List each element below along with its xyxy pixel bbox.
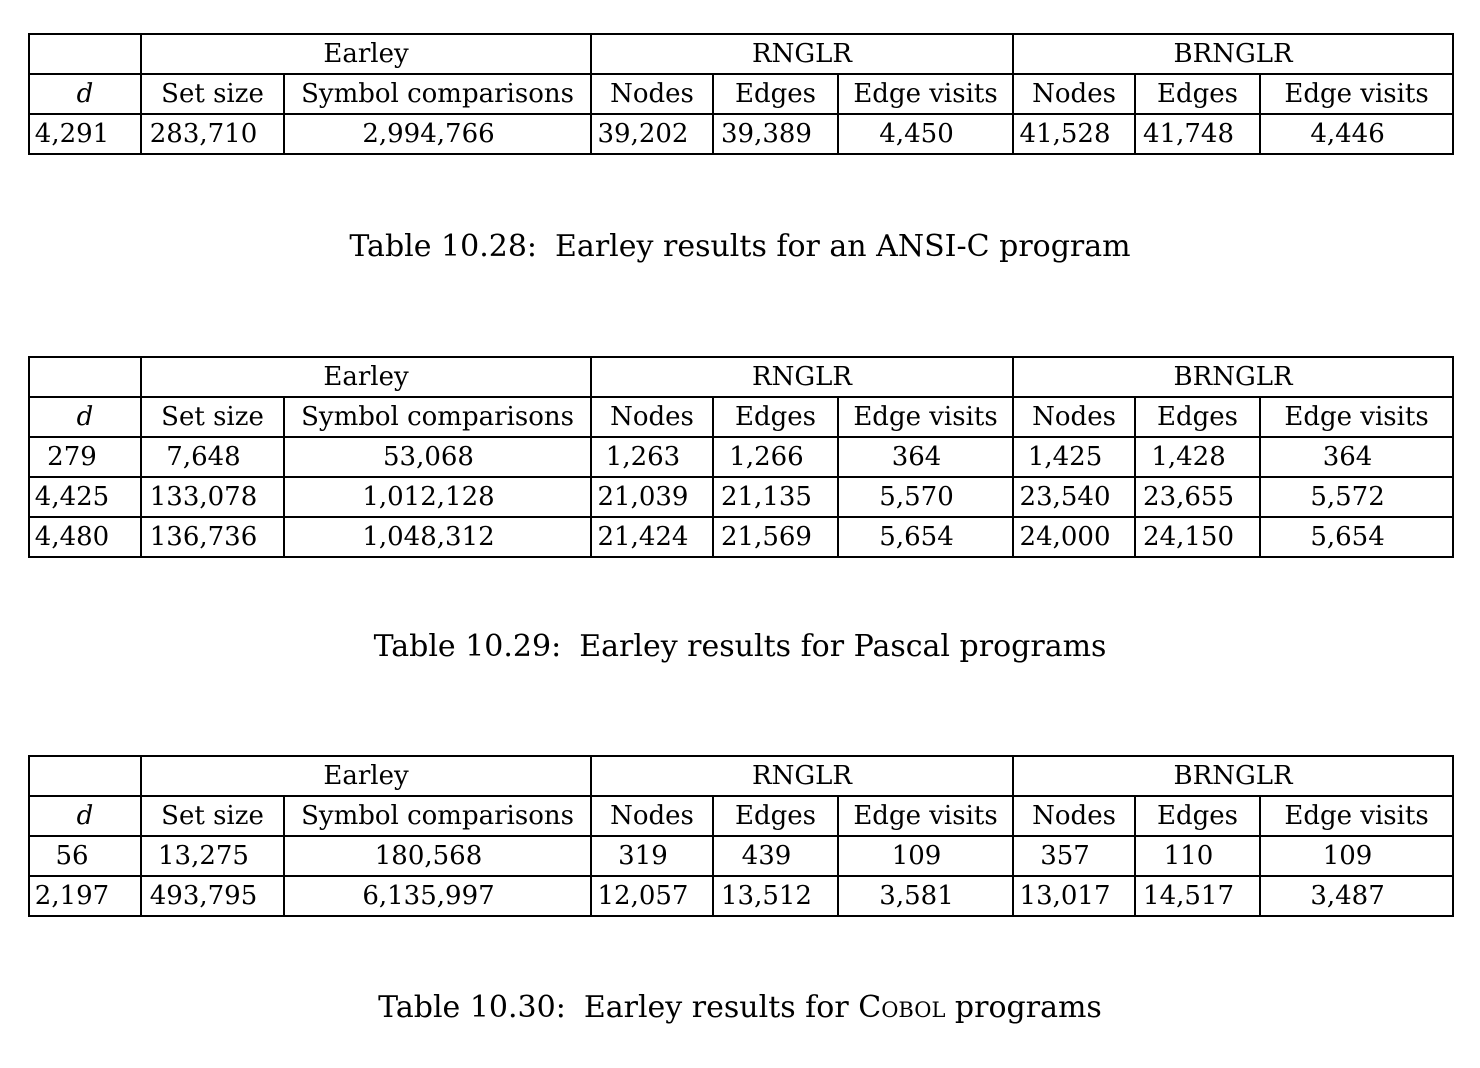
cell-d: 56	[29, 836, 141, 876]
column-header-set-size: Set size	[141, 74, 284, 114]
cell-rnglr-nodes: 21,424	[591, 517, 713, 557]
cell-rnglr-edge-visits: 364	[838, 437, 1013, 477]
cell-brnglr-nodes: 13,017	[1013, 876, 1135, 916]
cell-rnglr-edge-visits: 5,570	[838, 477, 1013, 517]
column-header-nodes: Nodes	[591, 74, 713, 114]
cell-brnglr-edge-visits: 109	[1260, 836, 1453, 876]
group-header-brnglr: BRNGLR	[1013, 34, 1453, 74]
caption-label: Table 10.28:	[349, 229, 538, 264]
cell-rnglr-nodes: 21,039	[591, 477, 713, 517]
column-header-nodes: Nodes	[1013, 796, 1135, 836]
cell-symbol-comparisons: 1,048,312	[284, 517, 591, 557]
table-row	[29, 437, 1453, 477]
cell-set-size: 136,736	[141, 517, 284, 557]
table-pascal	[28, 356, 1452, 558]
cell-brnglr-edges: 24,150	[1135, 517, 1260, 557]
cell-brnglr-nodes: 41,528	[1013, 114, 1135, 154]
corner-cell	[29, 34, 141, 74]
group-header-row	[29, 357, 1453, 397]
column-header-edge-visits: Edge visits	[838, 796, 1013, 836]
cell-d: 4,425	[29, 477, 141, 517]
column-header-edge-visits: Edge visits	[838, 397, 1013, 437]
cell-symbol-comparisons: 1,012,128	[284, 477, 591, 517]
column-header-edge-visits: Edge visits	[838, 74, 1013, 114]
column-header-d: d	[29, 796, 141, 836]
cell-rnglr-edge-visits: 109	[838, 836, 1013, 876]
table-row	[29, 876, 1453, 916]
cell-d: 2,197	[29, 876, 141, 916]
table-ansi-c	[28, 33, 1452, 155]
caption-label: Table 10.30:	[378, 990, 566, 1025]
cell-brnglr-edge-visits: 364	[1260, 437, 1453, 477]
column-header-nodes: Nodes	[591, 397, 713, 437]
caption-text-after: programs	[945, 990, 1102, 1025]
column-header-edges: Edges	[1135, 397, 1260, 437]
column-header-row	[29, 796, 1453, 836]
caption-smallcaps: Cobol	[858, 990, 946, 1025]
cell-symbol-comparisons: 180,568	[284, 836, 591, 876]
column-header-symbol-comparisons: Symbol comparisons	[284, 397, 591, 437]
cell-rnglr-edges: 1,266	[713, 437, 838, 477]
cell-brnglr-edge-visits: 5,654	[1260, 517, 1453, 557]
group-header-brnglr: BRNGLR	[1013, 357, 1453, 397]
group-header-earley: Earley	[141, 756, 591, 796]
group-header-brnglr: BRNGLR	[1013, 756, 1453, 796]
cell-rnglr-nodes: 12,057	[591, 876, 713, 916]
cell-brnglr-edges: 110	[1135, 836, 1260, 876]
cell-rnglr-edges: 13,512	[713, 876, 838, 916]
cell-symbol-comparisons: 6,135,997	[284, 876, 591, 916]
caption-label: Table 10.29:	[373, 629, 562, 664]
caption-text: Earley results for an ANSI-C program	[555, 229, 1131, 264]
column-header-symbol-comparisons: Symbol comparisons	[284, 74, 591, 114]
cell-d: 4,480	[29, 517, 141, 557]
column-header-nodes: Nodes	[1013, 397, 1135, 437]
column-header-edges: Edges	[1135, 796, 1260, 836]
cell-brnglr-nodes: 357	[1013, 836, 1135, 876]
cell-rnglr-nodes: 1,263	[591, 437, 713, 477]
table-row	[29, 517, 1453, 557]
corner-cell	[29, 357, 141, 397]
cell-brnglr-edges: 1,428	[1135, 437, 1260, 477]
cell-brnglr-edges: 41,748	[1135, 114, 1260, 154]
cell-brnglr-nodes: 23,540	[1013, 477, 1135, 517]
cell-brnglr-nodes: 1,425	[1013, 437, 1135, 477]
cell-brnglr-edge-visits: 4,446	[1260, 114, 1453, 154]
column-header-edges: Edges	[713, 397, 838, 437]
table-caption-10-28	[0, 227, 1480, 267]
table-row	[29, 477, 1453, 517]
column-header-edge-visits: Edge visits	[1260, 397, 1453, 437]
column-header-edges: Edges	[713, 74, 838, 114]
column-header-edges: Edges	[713, 796, 838, 836]
corner-cell	[29, 756, 141, 796]
cell-d: 4,291	[29, 114, 141, 154]
cell-brnglr-edge-visits: 3,487	[1260, 876, 1453, 916]
table-caption-10-29	[0, 627, 1480, 667]
column-header-set-size: Set size	[141, 397, 284, 437]
cell-brnglr-edge-visits: 5,572	[1260, 477, 1453, 517]
cell-symbol-comparisons: 53,068	[284, 437, 591, 477]
group-header-rnglr: RNGLR	[591, 756, 1013, 796]
column-header-edge-visits: Edge visits	[1260, 796, 1453, 836]
column-header-edges: Edges	[1135, 74, 1260, 114]
column-header-symbol-comparisons: Symbol comparisons	[284, 796, 591, 836]
cell-rnglr-edge-visits: 3,581	[838, 876, 1013, 916]
cell-set-size: 283,710	[141, 114, 284, 154]
cell-rnglr-edge-visits: 4,450	[838, 114, 1013, 154]
column-header-row	[29, 74, 1453, 114]
results-table-cobol	[28, 755, 1454, 917]
table-cobol	[28, 755, 1452, 917]
cell-rnglr-edges: 439	[713, 836, 838, 876]
table-row	[29, 114, 1453, 154]
cell-brnglr-edges: 23,655	[1135, 477, 1260, 517]
group-header-rnglr: RNGLR	[591, 34, 1013, 74]
cell-brnglr-edges: 14,517	[1135, 876, 1260, 916]
cell-rnglr-edge-visits: 5,654	[838, 517, 1013, 557]
column-header-nodes: Nodes	[1013, 74, 1135, 114]
group-header-earley: Earley	[141, 357, 591, 397]
column-header-edge-visits: Edge visits	[1260, 74, 1453, 114]
results-table-pascal	[28, 356, 1454, 558]
column-header-d: d	[29, 74, 141, 114]
caption-text: Earley results for	[583, 990, 859, 1025]
results-table-ansi-c	[28, 33, 1454, 155]
column-header-row	[29, 397, 1453, 437]
cell-set-size: 133,078	[141, 477, 284, 517]
group-header-row	[29, 756, 1453, 796]
column-header-set-size: Set size	[141, 796, 284, 836]
caption-text: Earley results for Pascal programs	[579, 629, 1107, 664]
table-row	[29, 836, 1453, 876]
cell-rnglr-edges: 39,389	[713, 114, 838, 154]
cell-rnglr-nodes: 39,202	[591, 114, 713, 154]
cell-set-size: 13,275	[141, 836, 284, 876]
table-caption-10-30	[0, 988, 1480, 1028]
cell-d: 279	[29, 437, 141, 477]
cell-set-size: 7,648	[141, 437, 284, 477]
cell-brnglr-nodes: 24,000	[1013, 517, 1135, 557]
cell-symbol-comparisons: 2,994,766	[284, 114, 591, 154]
cell-rnglr-edges: 21,569	[713, 517, 838, 557]
cell-set-size: 493,795	[141, 876, 284, 916]
cell-rnglr-edges: 21,135	[713, 477, 838, 517]
group-header-row	[29, 34, 1453, 74]
group-header-earley: Earley	[141, 34, 591, 74]
column-header-d: d	[29, 397, 141, 437]
group-header-rnglr: RNGLR	[591, 357, 1013, 397]
cell-rnglr-nodes: 319	[591, 836, 713, 876]
column-header-nodes: Nodes	[591, 796, 713, 836]
